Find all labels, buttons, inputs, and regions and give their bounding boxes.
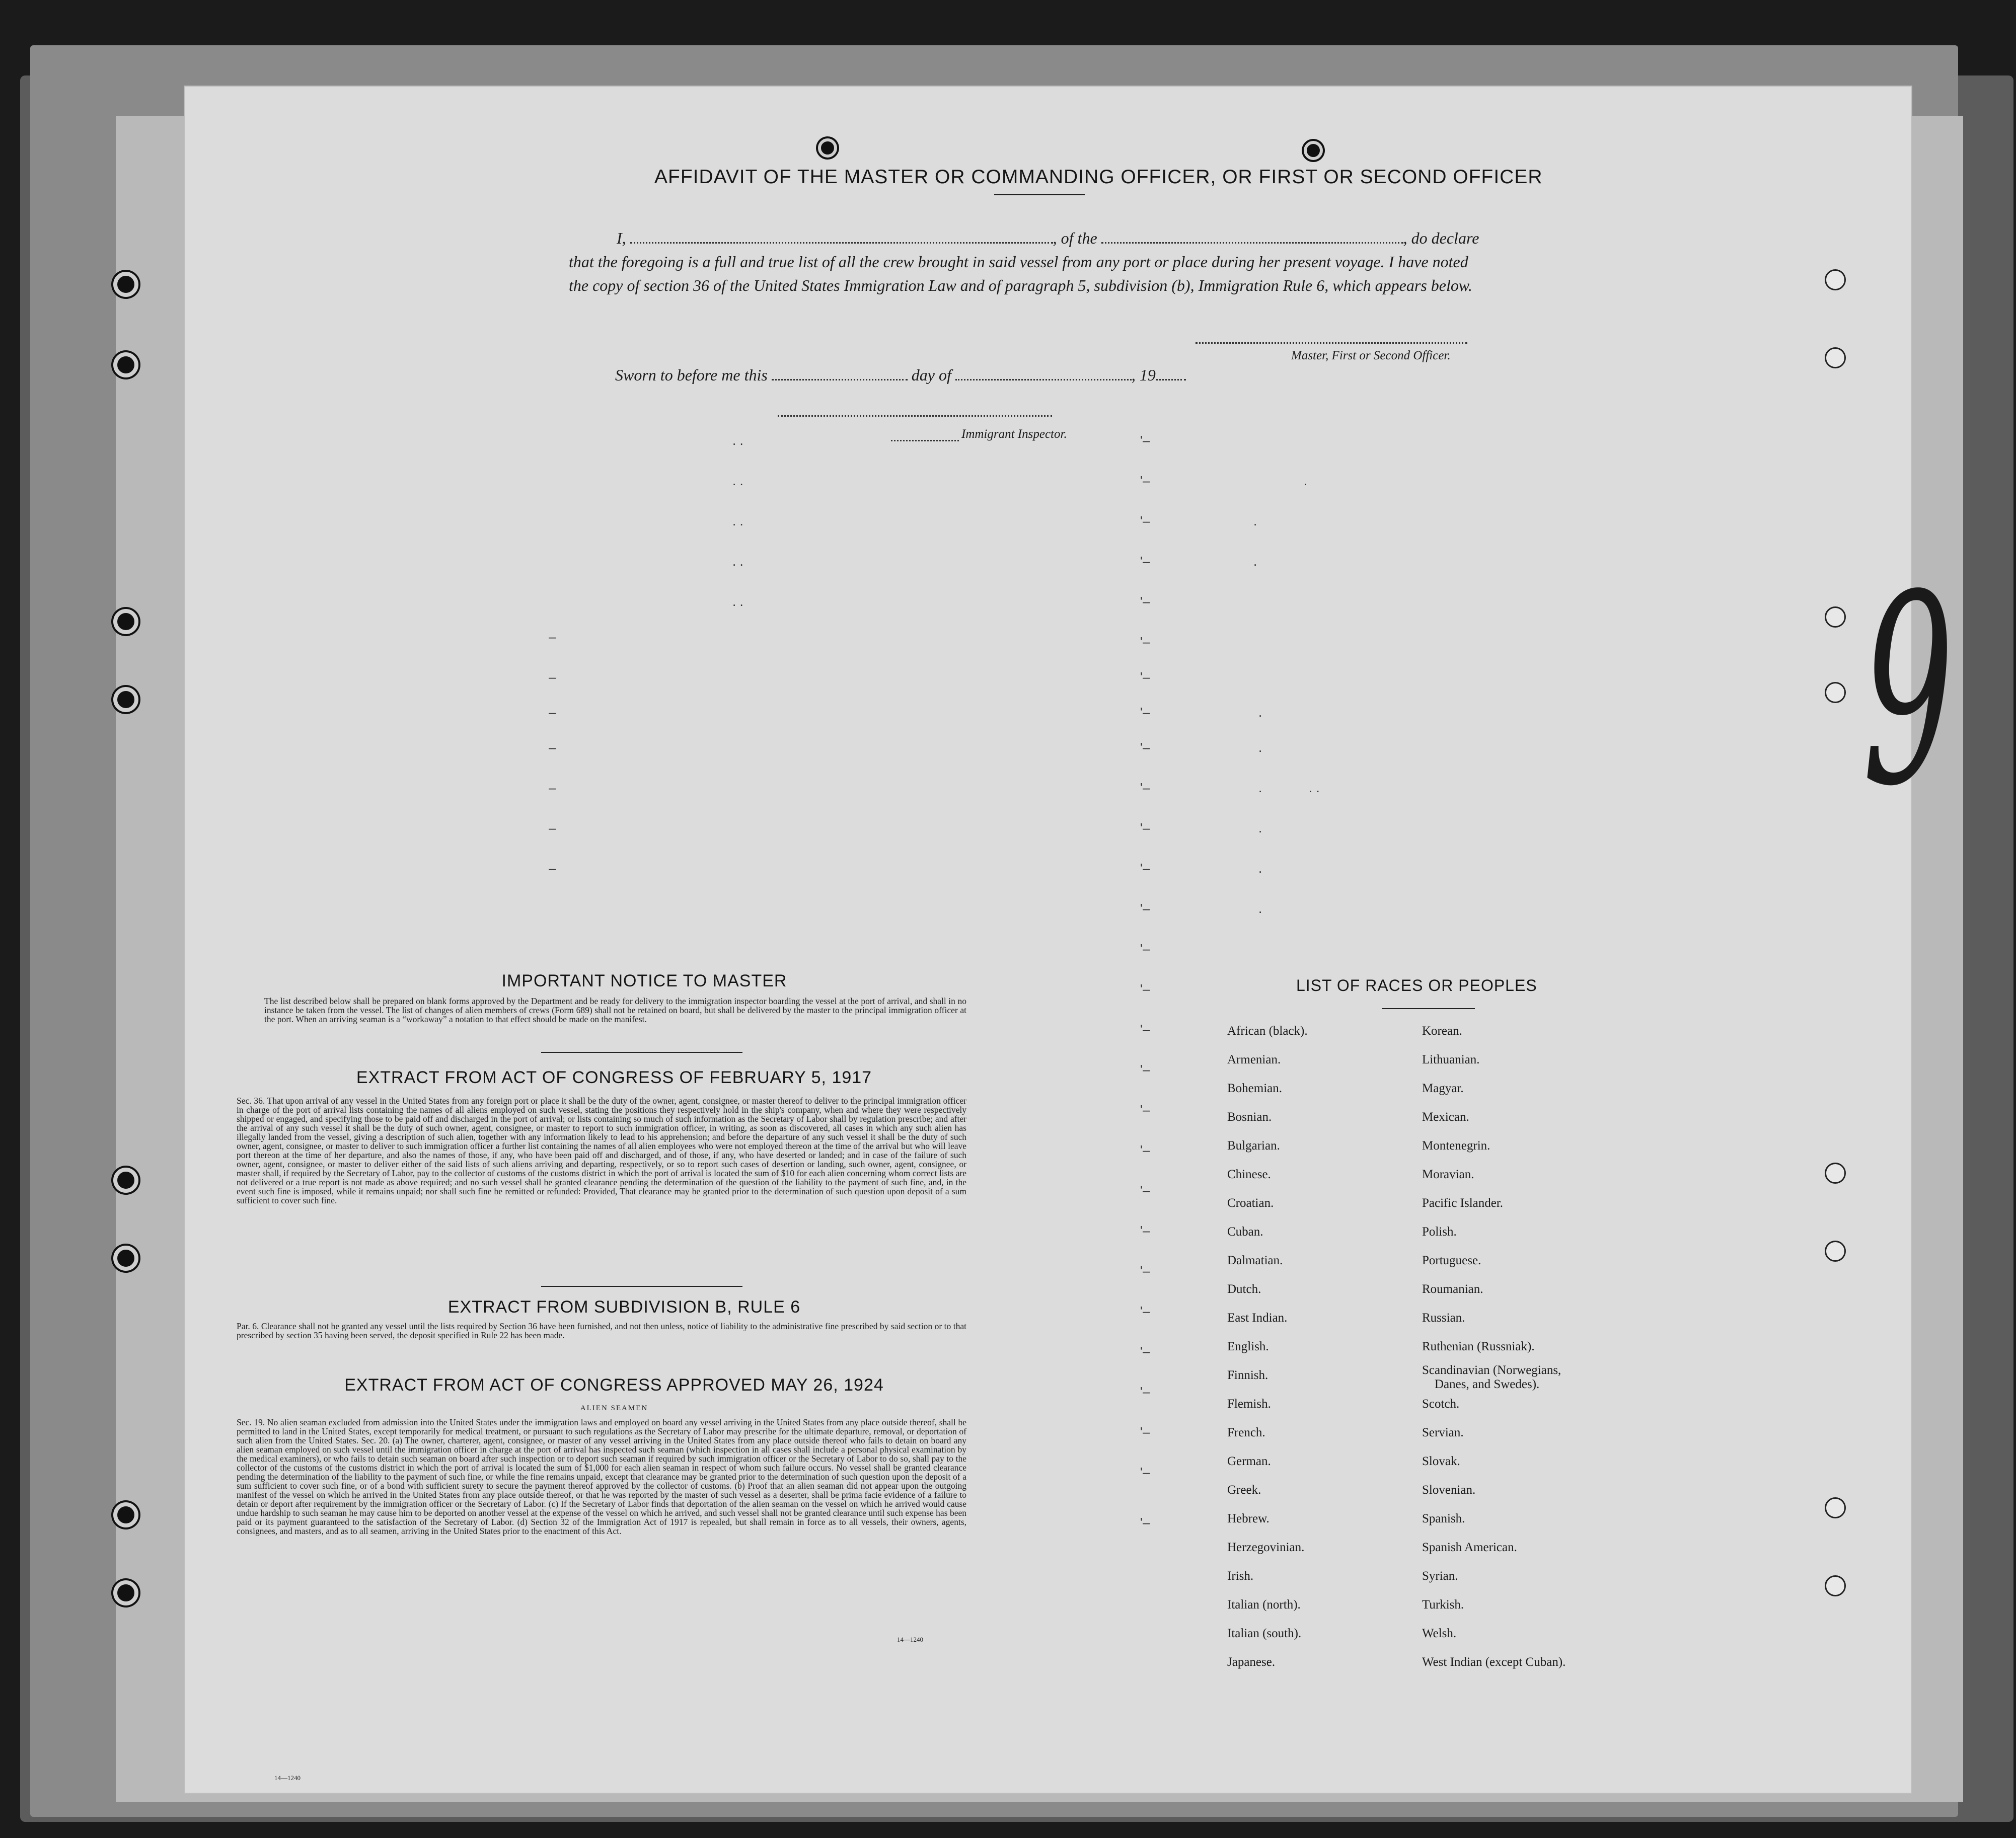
race-item: Moravian. [1422,1168,1474,1181]
sworn-prefix: Sworn to before me this [615,366,768,384]
punch-hole [818,138,837,158]
inspector-caption: Immigrant Inspector. [961,427,1067,441]
binder-hole [113,687,138,712]
race-item: Finnish. [1227,1368,1268,1382]
race-item: Flemish. [1227,1397,1271,1411]
ring-hole [1825,1163,1846,1184]
ring-hole [1825,682,1846,703]
do-declare-label: , do declare [1403,229,1479,247]
race-item: Danes, and Swedes). [1435,1377,1540,1391]
race-item: Chinese. [1227,1168,1271,1181]
binder-hole [113,272,138,297]
race-item: Welsh. [1422,1627,1457,1640]
footer-form-number: 14—1240 [274,1774,301,1782]
binder-hole [113,1168,138,1193]
race-item: Turkish. [1422,1598,1464,1612]
race-item: Korean. [1422,1024,1462,1038]
extract-1924-subtitle: ALIEN SEAMEN [580,1404,648,1412]
binder-hole [113,1502,138,1527]
ring-hole [1825,1497,1846,1518]
year-prefix: , 19 [1131,366,1156,384]
race-item: West Indian (except Cuban). [1422,1655,1566,1669]
race-item: Italian (south). [1227,1627,1302,1640]
race-item: Slovak. [1422,1454,1460,1468]
race-item: Portuguese. [1422,1254,1481,1267]
of-the-label: , of the [1053,229,1097,247]
race-item: English. [1227,1340,1269,1353]
race-item: Dalmatian. [1227,1254,1283,1267]
handwritten-page-number: 9 [1862,539,1954,844]
binder-hole [113,352,138,377]
affidavit-title: AFFIDAVIT OF THE MASTER OR COMMANDING OFFICER, OR FIRST OR SECOND OFFICER [654,166,1543,188]
race-item: Japanese. [1227,1655,1276,1669]
year-blank[interactable] [1156,370,1186,380]
race-item: Bohemian. [1227,1082,1283,1095]
race-item: German. [1227,1454,1271,1468]
race-item: Magyar. [1422,1082,1464,1095]
race-item: Irish. [1227,1569,1254,1583]
race-item: Italian (north). [1227,1598,1301,1612]
inspector-line[interactable] [778,415,1052,417]
vessel-blank[interactable] [1101,233,1403,244]
race-item: East Indian. [1227,1311,1288,1325]
day-blank[interactable] [772,370,908,380]
race-item: Russian. [1422,1311,1465,1325]
race-item: Bosnian. [1227,1110,1272,1124]
punch-hole [1304,141,1323,160]
i-label: I, [617,229,626,247]
race-item: Cuban. [1227,1225,1263,1239]
binder-hole [113,1246,138,1271]
sworn-line [615,366,1186,385]
race-item: Bulgarian. [1227,1139,1280,1153]
rule6-body: Par. 6. Clearance shall not be granted any vessel until the lists required by Section 36 have been furnished, and not then unless, notice of liability to the administrative fine prescribed by said section or to that prescribed by section 35 having been served, the deposit specified in Rule 22 has been made. [237,1321,966,1340]
race-item: Montenegrin. [1422,1139,1490,1153]
affidavit-body: that the foregoing is a full and true list of all the crew brought in said vessel from any port or place during her present voyage. I have noted the copy of section 36 of the United States Immigration Law and of paragraph 5, subdivision (b), Immigration Rule 6, which appears below. [569,253,1472,294]
race-item: Syrian. [1422,1569,1458,1583]
extract-1924-title: EXTRACT FROM ACT OF CONGRESS APPROVED MAY 26, 1924 [344,1375,884,1395]
notice-body: The list described below shall be prepared on blank forms approved by the Department and be ready for delivery to the immigration inspector boarding the vessel at the port of arrival, and shall in no instance be taken from the vessel. The list of changes of alien members of crews (Form 689) shall not be retained on board, but shall be delivered by the master to the principal immigration officer at the port. When an arriving seaman is a “workaway” a notation to that effect should be made on the manifest. [264,996,966,1024]
race-item: Roumanian. [1422,1282,1483,1296]
race-item: Ruthenian (Russniak). [1422,1340,1535,1353]
race-item: French. [1227,1426,1265,1439]
notice-title: IMPORTANT NOTICE TO MASTER [501,971,787,990]
ring-hole [1825,269,1846,290]
section-rule [541,1286,742,1287]
race-item: Lithuanian. [1422,1053,1480,1066]
affidavit-text [569,226,1490,297]
rule6-title: EXTRACT FROM SUBDIVISION B, RULE 6 [447,1297,801,1317]
ring-hole [1825,1241,1846,1262]
race-item: Spanish American. [1422,1541,1517,1554]
binder-hole [113,609,138,634]
affidavit-first-line [569,226,1490,250]
ring-hole [1825,606,1846,628]
form-number: 14—1240 [897,1636,923,1643]
race-item: Spanish. [1422,1512,1465,1525]
race-item: Hebrew. [1227,1512,1270,1525]
race-item: African (black). [1227,1024,1308,1038]
title-rule [994,194,1085,195]
ring-hole [1825,347,1846,368]
extract-1917-body: Sec. 36. That upon arrival of any vessel in the United States from any foreign port or place it shall be the duty of the owner, agent, consignee, or master thereof to deliver to the principal immigration officer in charge of the port of arrival lists containing the names of all aliens employed on such vessel, stating the positions they respectively hold in the ship's company, when and where they were respectively shipped or engaged, and specifying those to be paid off and discharged in the port of arrival; or lists containing so much of such information as the Secretary of Labor shall by regulation prescribe; and after the arrival of any such vessel it shall be the duty of such owner, agent, consignee, or master to report to such immigration officer, in writing, as soon as discovered, all cases in which any such alien has illegally landed from the vessel, giving a description of such alien, together with any information likely to lead to his apprehension; and before the departure of any such vessel it shall be the duty of such owner, agent, consignee, or master to deliver to such immigration officer a further list containing the names of all alien employees who were not employed thereon at the time of the arrival but who will leave port thereon at the time of her departure, and also the names of those, if any, who have been paid off and discharged, and of those, if any, who have deserted or landed; and in case of the failure of such owner, agent, consignee, or master to deliver either of the said lists of such aliens arriving and departing, respectively, or so to report such cases of desertion or landing, such owner, agent, consignee, or master shall, if required by the Secretary of Labor, pay to the collector of customs of the customs district in which the port of arrival is located the sum of $10 for each alien concerning whom correct lists are not delivered or a true report is not made as above required; and no such vessel shall be granted clearance pending the determination of the question of the liability to the payment of such fine, and, in the event such fine is imposed, while it remains unpaid; nor shall such fine be remitted or refunded: Provided, That clearance may be granted prior to the determination of such question upon deposit of a sum sufficient to cover such fine. [237,1096,966,1205]
ring-hole [1825,1575,1846,1596]
race-item: Scotch. [1422,1397,1460,1411]
race-item: Greek. [1227,1483,1261,1497]
race-item: Herzegovinian. [1227,1541,1305,1554]
races-rule [1382,1008,1475,1009]
race-item: Scandinavian (Norwegians, [1422,1363,1561,1377]
extract-1924-body: Sec. 19. No alien seaman excluded from admission into the United States under the immigration laws and employed on board any vessel arriving in the United States from any place outside thereof, shall be permitted to land in the United States, except temporarily for medical treatment, or pursuant to such regulations as the Secretary of Labor may prescribe for the ultimate departure, removal, or deportation of such alien from the United States. Sec. 20. (a) The owner, charterer, agent, consignee, or master of any vessel arriving in the United States from any place outside thereof who fails to detain on board any alien seaman employed on such vessel until the immigration officer in charge at the port of arrival has inspected such seaman (which inspection in all cases shall include a personal physical examination by the medical examiners), or who fails to detain such seaman on board after such inspection or to deport such seaman if required by such immigration officer or the Secretary of Labor to do so, shall pay to the collector of the customs of the customs district in which the port of arrival is located the sum of $1,000 for each alien seaman in respect of whom such failure occurs. No vessel shall be granted clearance pending the determination of the liability to the payment of such fine, or while the fine remains unpaid, except that clearance may be granted prior to the determination of such question upon the deposit of a sum sufficient to cover such fine, or of a bond with sufficient surety to secure the payment thereof approved by the collector of customs. (b) Proof that an alien seaman did not appear upon the outgoing manifest of the vessel on which he arrived in the United States from any place outside thereof, or that he was reported by the master of such vessel as a deserter, shall be prima facie evidence of a failure to detain or deport after requirement by the immigration officer or the Secretary of Labor. (c) If the Secretary of Labor finds that deportation of the alien seaman on the vessel on which he arrived would cause undue hardship to such seaman he may cause him to be deported on another vessel at the expense of the vessel on which he arrived, and such vessel shall not be granted clearance until such expense has been paid or its payment guaranteed to the satisfaction of the Secretary of Labor. (d) Section 32 of the Immigration Act of 1917 is repealed, but shall remain in force as to all vessels, their owners, agents, consignees, and masters, and as to all seamen, arriving in the United States prior to the enactment of this Act. [237,1417,966,1536]
month-blank[interactable] [955,370,1132,380]
race-item: Dutch. [1227,1282,1261,1296]
form-page [184,86,1912,1794]
race-item: Armenian. [1227,1053,1281,1066]
races-title: LIST OF RACES OR PEOPLES [1296,976,1537,994]
name-blank[interactable] [630,233,1053,244]
day-of-label: day of [911,366,951,384]
race-item: Pacific Islander. [1422,1196,1504,1210]
section-rule [541,1052,742,1053]
race-item: Croatian. [1227,1196,1274,1210]
signature-caption: Master, First or Second Officer. [1291,349,1451,362]
signature-line[interactable] [1196,342,1467,344]
race-item: Polish. [1422,1225,1457,1239]
race-item: Slovenian. [1422,1483,1476,1497]
binder-hole [113,1580,138,1605]
race-item: Servian. [1422,1426,1464,1439]
race-item: Mexican. [1422,1110,1469,1124]
extract-1917-title: EXTRACT FROM ACT OF CONGRESS OF FEBRUARY 5, 1917 [356,1068,872,1087]
